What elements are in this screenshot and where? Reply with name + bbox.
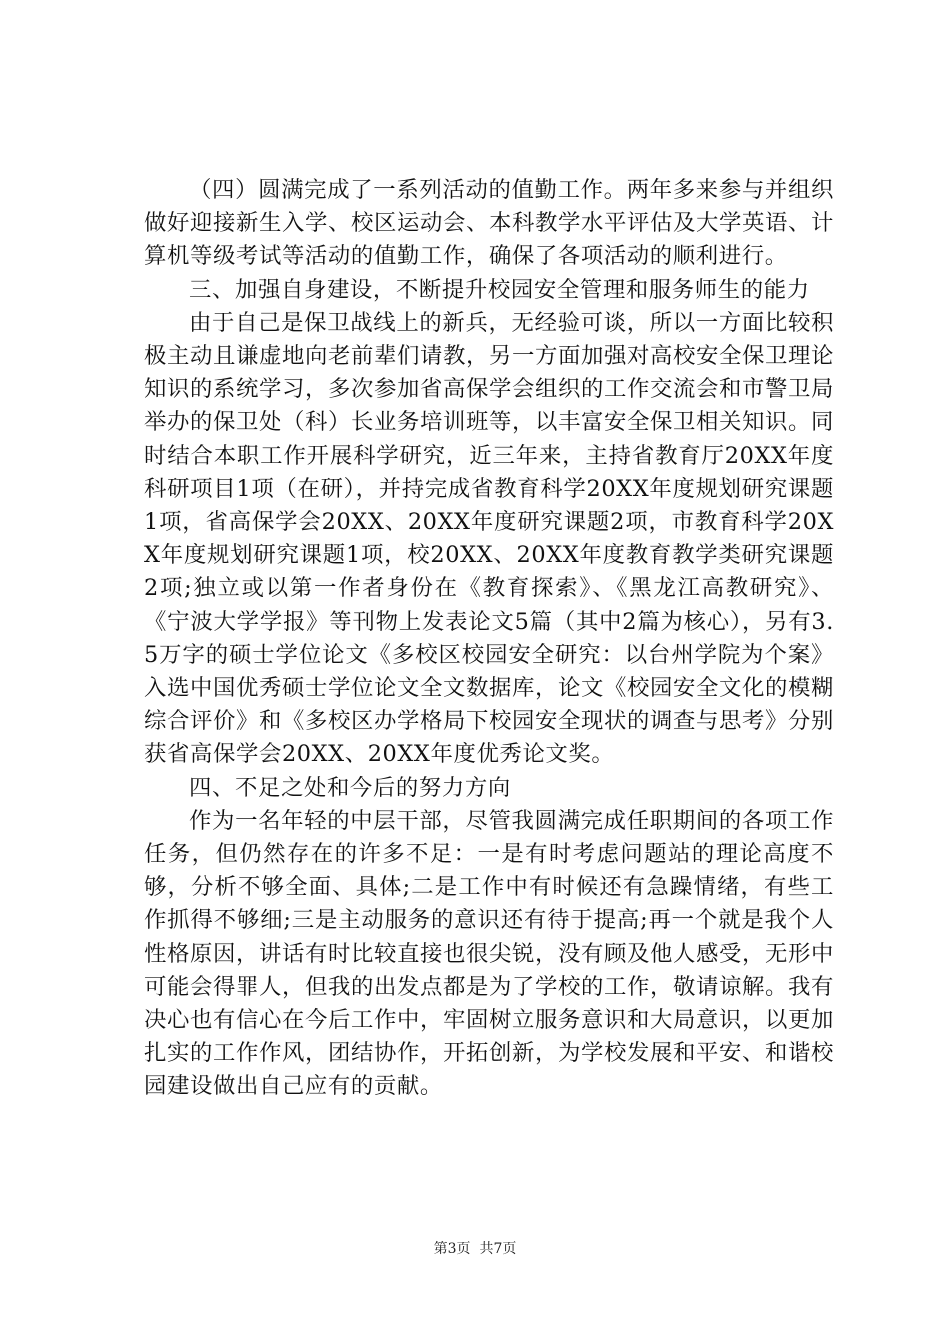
paragraph-shortcomings: 作为一名年轻的中层干部，尽管我圆满完成任职期间的各项工作任务，但仍然存在的许多不足：一是有时考虑问题站的理论高度不够，分析不够全面、具体;二是工作中有时候还有急躁情绪，有些工作抓得不够细;三是主动服务的意识还有待于提高;再一个就是我个人性格原因，讲话有时比较直接也很尖锐，没有顾及他人感受，无形中可能会得罪人，但我的出发点都是为了学校的工作，敬请谅解。我有决心也有信心在今后工作中，牢固树立服务意识和大局意识，以更加扎实的工作作风，团结协作，开拓创新，为学校发展和平安、和谐校园建设做出自己应有的贡献。 <box>144 807 834 1100</box>
paragraph-activity-duty: （四）圆满完成了一系列活动的值勤工作。两年多来参与并组织做好迎接新生入学、校区运动会、本科教学水平评估及大学英语、计算机等级考试等活动的值勤工作，确保了各项活动的顺利进行。 <box>144 177 834 270</box>
page-footer <box>0 1240 950 1258</box>
section-heading-shortcomings: 四、不足之处和今后的努力方向 <box>189 774 511 801</box>
paragraph-self-building: 由于自己是保卫战线上的新兵，无经验可谈，所以一方面比较积极主动且谦虚地向老前辈们请教，另一方面加强对高校安全保卫理论知识的系统学习，多次参加省高保学会组织的工作交流会和市警卫局举办的保卫处（科）长业务培训班等，以丰富安全保卫相关知识。同时结合本职工作开展科学研究，近三年来，主持省教育厅20XX年度科研项目1项（在研），并持完成省教育科学20XX年度规划研究课题1项，省高保学会20XX、20XX年度研究课题2项，市教育科学20XX年度规划研究课题1项，校20XX、20XX年度教育教学类研究课题2项;独立或以第一作者身份在《教育探索》、《黑龙江高教研究》、《宁波大学学报》等刊物上发表论文5篇（其中2篇为核心），另有3.5万字的硕士学位论文《多校区校园安全研究：以台州学院为个案》入选中国优秀硕士学位论文全文数据库，论文《校园安全文化的模糊综合评价》和《多校区办学格局下校园安全现状的调查与思考》分别获省高保学会20XX、20XX年度优秀论文奖。 <box>144 309 834 768</box>
document-body <box>144 174 834 1104</box>
page-total: 共7页 <box>479 1241 517 1257</box>
page-number: 第3页 <box>433 1241 471 1257</box>
section-heading-self-building: 三、加强自身建设，不断提升校园安全管理和服务师生的能力 <box>189 276 810 303</box>
